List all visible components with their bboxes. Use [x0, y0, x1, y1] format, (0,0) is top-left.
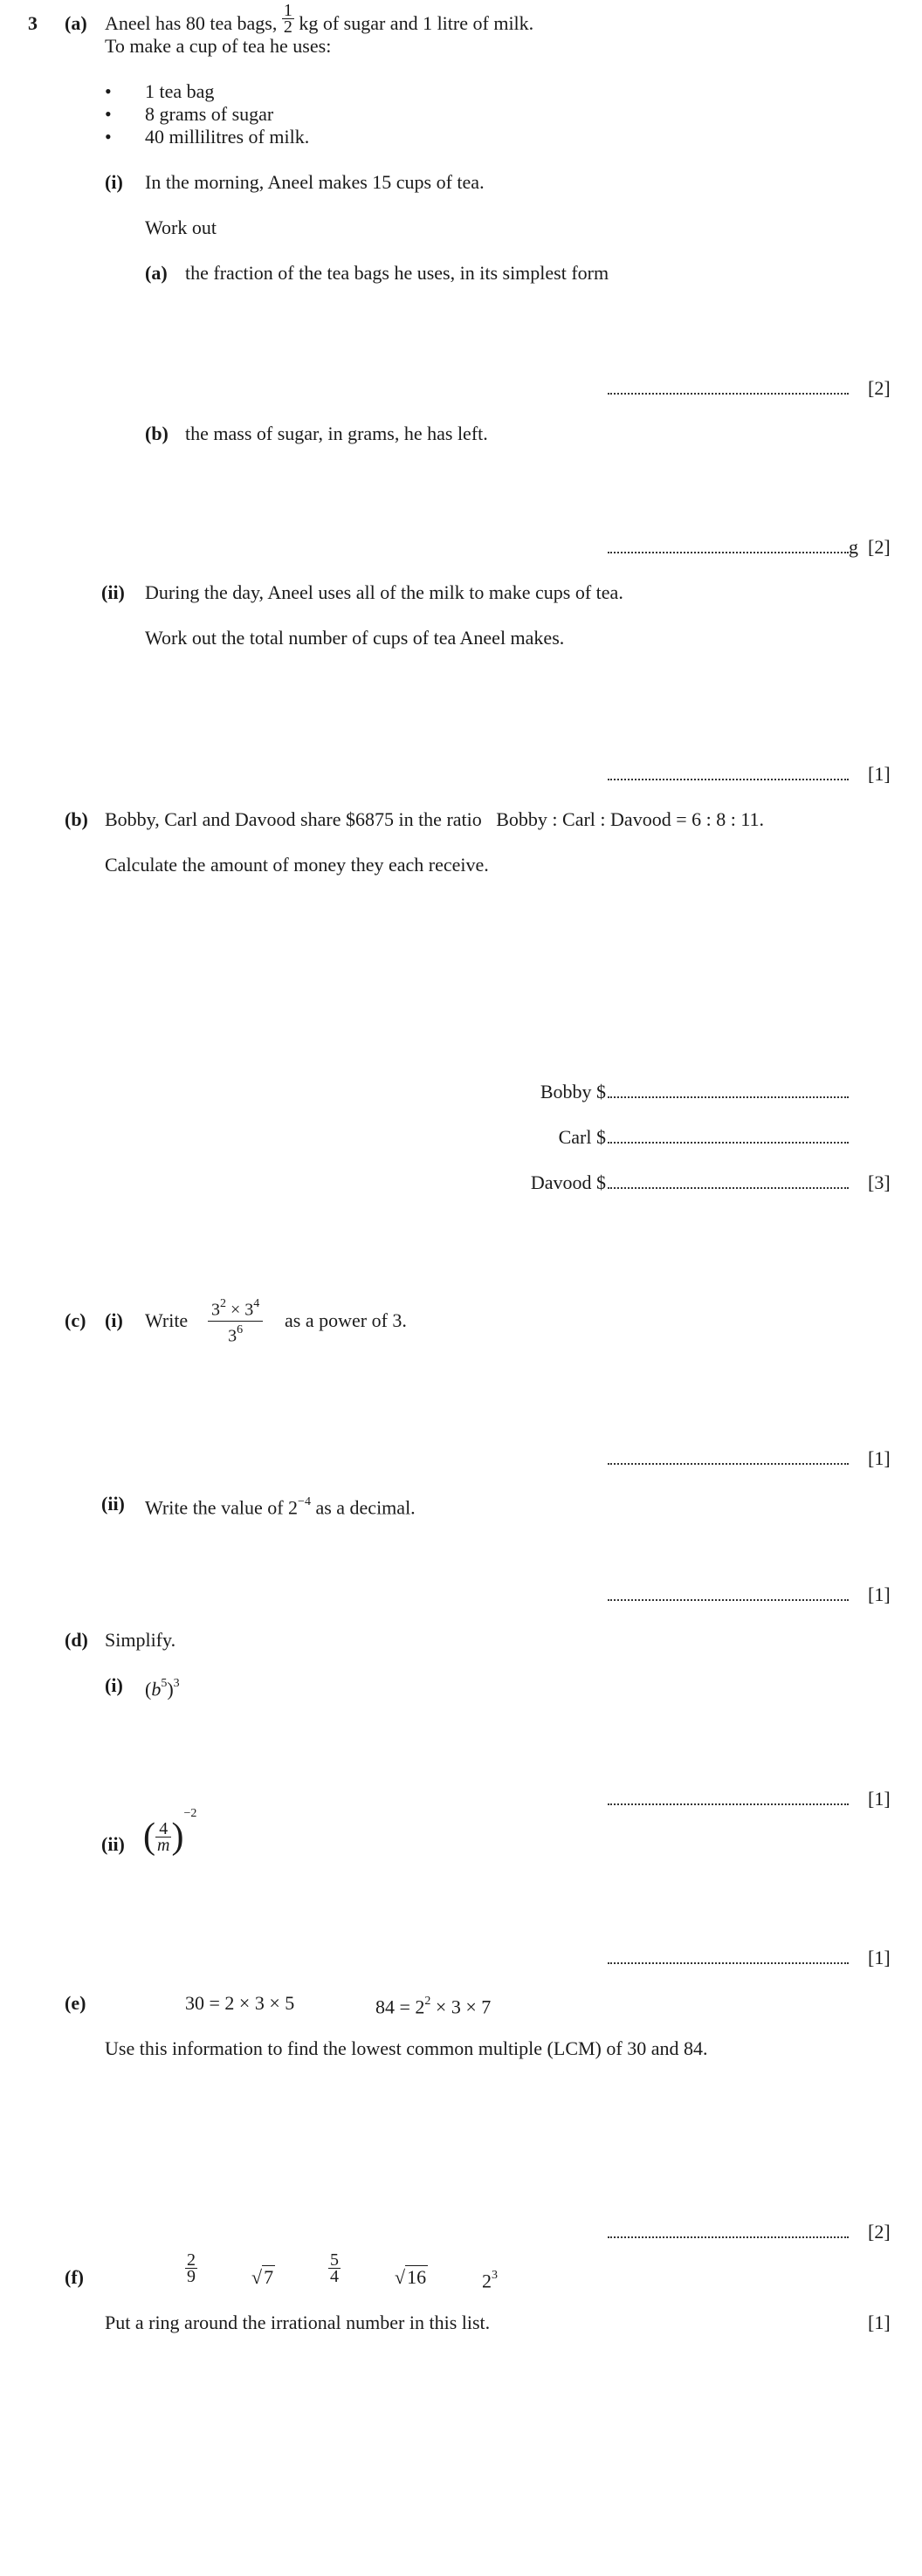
part-a-i-label: (i) [105, 171, 123, 193]
eq84-b: × 3 × 7 [430, 1996, 492, 2018]
answer-line-davood[interactable] [608, 1171, 849, 1194]
part-d-i-expression: $(b^5)^3$ [145, 1677, 180, 1700]
part-a-ii-text2: Work out the total number of cups of tea Aneel makes. [145, 627, 565, 649]
part-c-label: (c) [65, 1309, 86, 1331]
pow-exp: 3 [492, 2269, 498, 2282]
pow-base: 2 [482, 2270, 492, 2292]
carl-label: Carl $ [558, 1126, 606, 1148]
part-a-label: (a) [65, 12, 87, 34]
c-ii-exponent: −4 [298, 1495, 311, 1508]
part-d-ii-label: (ii) [101, 1833, 125, 1855]
answer-dots[interactable] [608, 1948, 849, 1964]
answer-dots[interactable] [608, 1128, 849, 1144]
bullet-item: 1 tea bag [145, 80, 215, 102]
part-a-i-text: In the morning, Aneel makes 15 cups of tea. [145, 171, 485, 193]
part-b-text2: Calculate the amount of money they each receive. [105, 854, 489, 876]
part-c-ii-text [145, 1493, 416, 1519]
bullet-marker: • [105, 80, 112, 102]
part-a-i-a-label: (a) [145, 262, 168, 284]
marks: [2] [868, 377, 891, 399]
part-e-label: (e) [65, 1992, 86, 2014]
c-ii-text1: Write the value of 2 [145, 1496, 299, 1519]
part-e-text: Use this information to find the lowest common multiple (LCM) of 30 and 84. [105, 2037, 708, 2059]
answer-dots[interactable] [608, 538, 849, 553]
eq84-a: 84 = 2 [375, 1996, 425, 2018]
answer-line-a-i-b[interactable] [608, 536, 849, 559]
answer-line-c-ii[interactable] [608, 1583, 849, 1606]
part-d-text: Simplify. [105, 1629, 176, 1651]
f-frac1-num: 2 [187, 2250, 196, 2270]
part-a-i-b-text: the mass of sugar, in grams, he has left. [185, 422, 488, 444]
eq84-exp: 2 [424, 1995, 431, 2008]
d-ii-den: m [157, 1835, 170, 1855]
part-c-i-tail: as a power of 3. [285, 1309, 407, 1331]
answer-line-a-i-a[interactable] [608, 377, 849, 400]
bullet-item: 8 grams of sugar [145, 103, 274, 125]
power-fraction: $\frac{3^2 \times 3^4}{3^6}$ [208, 1295, 263, 1346]
d-ii-exponent: −2 [183, 1806, 197, 1820]
d-ii-num: 4 [155, 1821, 171, 1838]
part-b-label: (b) [65, 808, 88, 830]
sqrt16-radicand: 16 [407, 2266, 427, 2288]
marks: [1] [868, 1947, 891, 1968]
intro-text-1: Aneel has 80 tea bags, [105, 12, 278, 34]
part-d-label: (d) [65, 1629, 88, 1651]
answer-line-bobby[interactable] [608, 1081, 849, 1103]
marks: [1] [868, 763, 891, 785]
intro-text-3: To make a cup of tea he uses: [105, 35, 332, 57]
answer-dots[interactable] [608, 1585, 849, 1601]
answer-dots[interactable] [608, 1082, 849, 1098]
answer-line-e[interactable] [608, 2221, 849, 2243]
answer-dots[interactable] [608, 2222, 849, 2238]
part-a-i-a-text: the fraction of the tea bags he uses, in its simplest form [185, 262, 609, 284]
unit-label: g [849, 536, 858, 558]
number-option-2-9[interactable] [185, 2252, 197, 2284]
number-option-sqrt16[interactable]: √16 [395, 2266, 427, 2288]
answer-dots[interactable] [608, 1173, 849, 1189]
number-option-2-cubed[interactable] [482, 2266, 498, 2292]
davood-label: Davood $ [530, 1171, 606, 1193]
half-fraction [282, 1, 294, 38]
number-option-5-4[interactable] [328, 2252, 341, 2284]
part-d-i-label: (i) [105, 1674, 123, 1696]
part-c-i-label: (i) [105, 1309, 123, 1331]
number-option-sqrt7[interactable]: √7 [251, 2266, 274, 2288]
part-a-ii-label: (ii) [101, 581, 125, 603]
f-frac2-den: 4 [330, 2267, 339, 2286]
part-c-i-write: Write [145, 1309, 189, 1331]
answer-line-c-i[interactable] [608, 1447, 849, 1470]
equation-84 [375, 1992, 491, 2018]
part-c-ii-label: (ii) [101, 1493, 125, 1515]
answer-dots[interactable] [608, 1789, 849, 1805]
marks: [2] [868, 2221, 891, 2243]
f-frac2-num: 5 [330, 2250, 339, 2270]
answer-dots[interactable] [608, 379, 849, 395]
part-a-ii-text: During the day, Aneel uses all of the milk to make cups of tea. [145, 581, 623, 603]
half-num: 1 [283, 1, 292, 21]
work-out-text: Work out [145, 216, 217, 238]
answer-line-d-i[interactable] [608, 1788, 849, 1810]
part-d-ii-expression: ( $\frac{4}{m}$ )$^{-2}$ [143, 1806, 197, 1857]
part-f-text: Put a ring around the irrational number in this list. [105, 2312, 491, 2333]
part-a-i-b-label: (b) [145, 422, 169, 444]
equation-30: 30 = 2 × 3 × 5 [185, 1992, 295, 2014]
f-frac1-den: 9 [187, 2267, 196, 2286]
c-ii-text2: as a decimal. [310, 1496, 416, 1519]
answer-line-d-ii[interactable] [608, 1947, 849, 1969]
answer-line-carl[interactable] [608, 1126, 849, 1149]
answer-dots[interactable] [608, 765, 849, 780]
marks: [1] [868, 2312, 891, 2333]
answer-dots[interactable] [608, 1449, 849, 1465]
part-f-label: (f) [65, 2266, 84, 2288]
intro-text-2: kg of sugar and 1 litre of milk. [299, 12, 534, 34]
bobby-label: Bobby $ [540, 1081, 606, 1103]
part-b-text: Bobby, Carl and Davood share $6875 in the ratio Bobby : Carl : Davood = 6 : 8 : 11. [105, 808, 765, 830]
answer-line-a-ii[interactable] [608, 763, 849, 786]
bullet-marker: • [105, 126, 112, 148]
marks: [1] [868, 1788, 891, 1810]
marks: [2] [868, 536, 891, 558]
marks: [1] [868, 1583, 891, 1605]
bullet-item: 40 millilitres of milk. [145, 126, 310, 148]
sqrt7-radicand: 7 [264, 2266, 274, 2288]
marks: [1] [868, 1447, 891, 1469]
part-a-intro [105, 1, 534, 38]
bullet-marker: • [105, 103, 112, 125]
question-number: 3 [28, 12, 38, 34]
marks: [3] [868, 1171, 891, 1193]
half-den: 2 [283, 17, 292, 38]
